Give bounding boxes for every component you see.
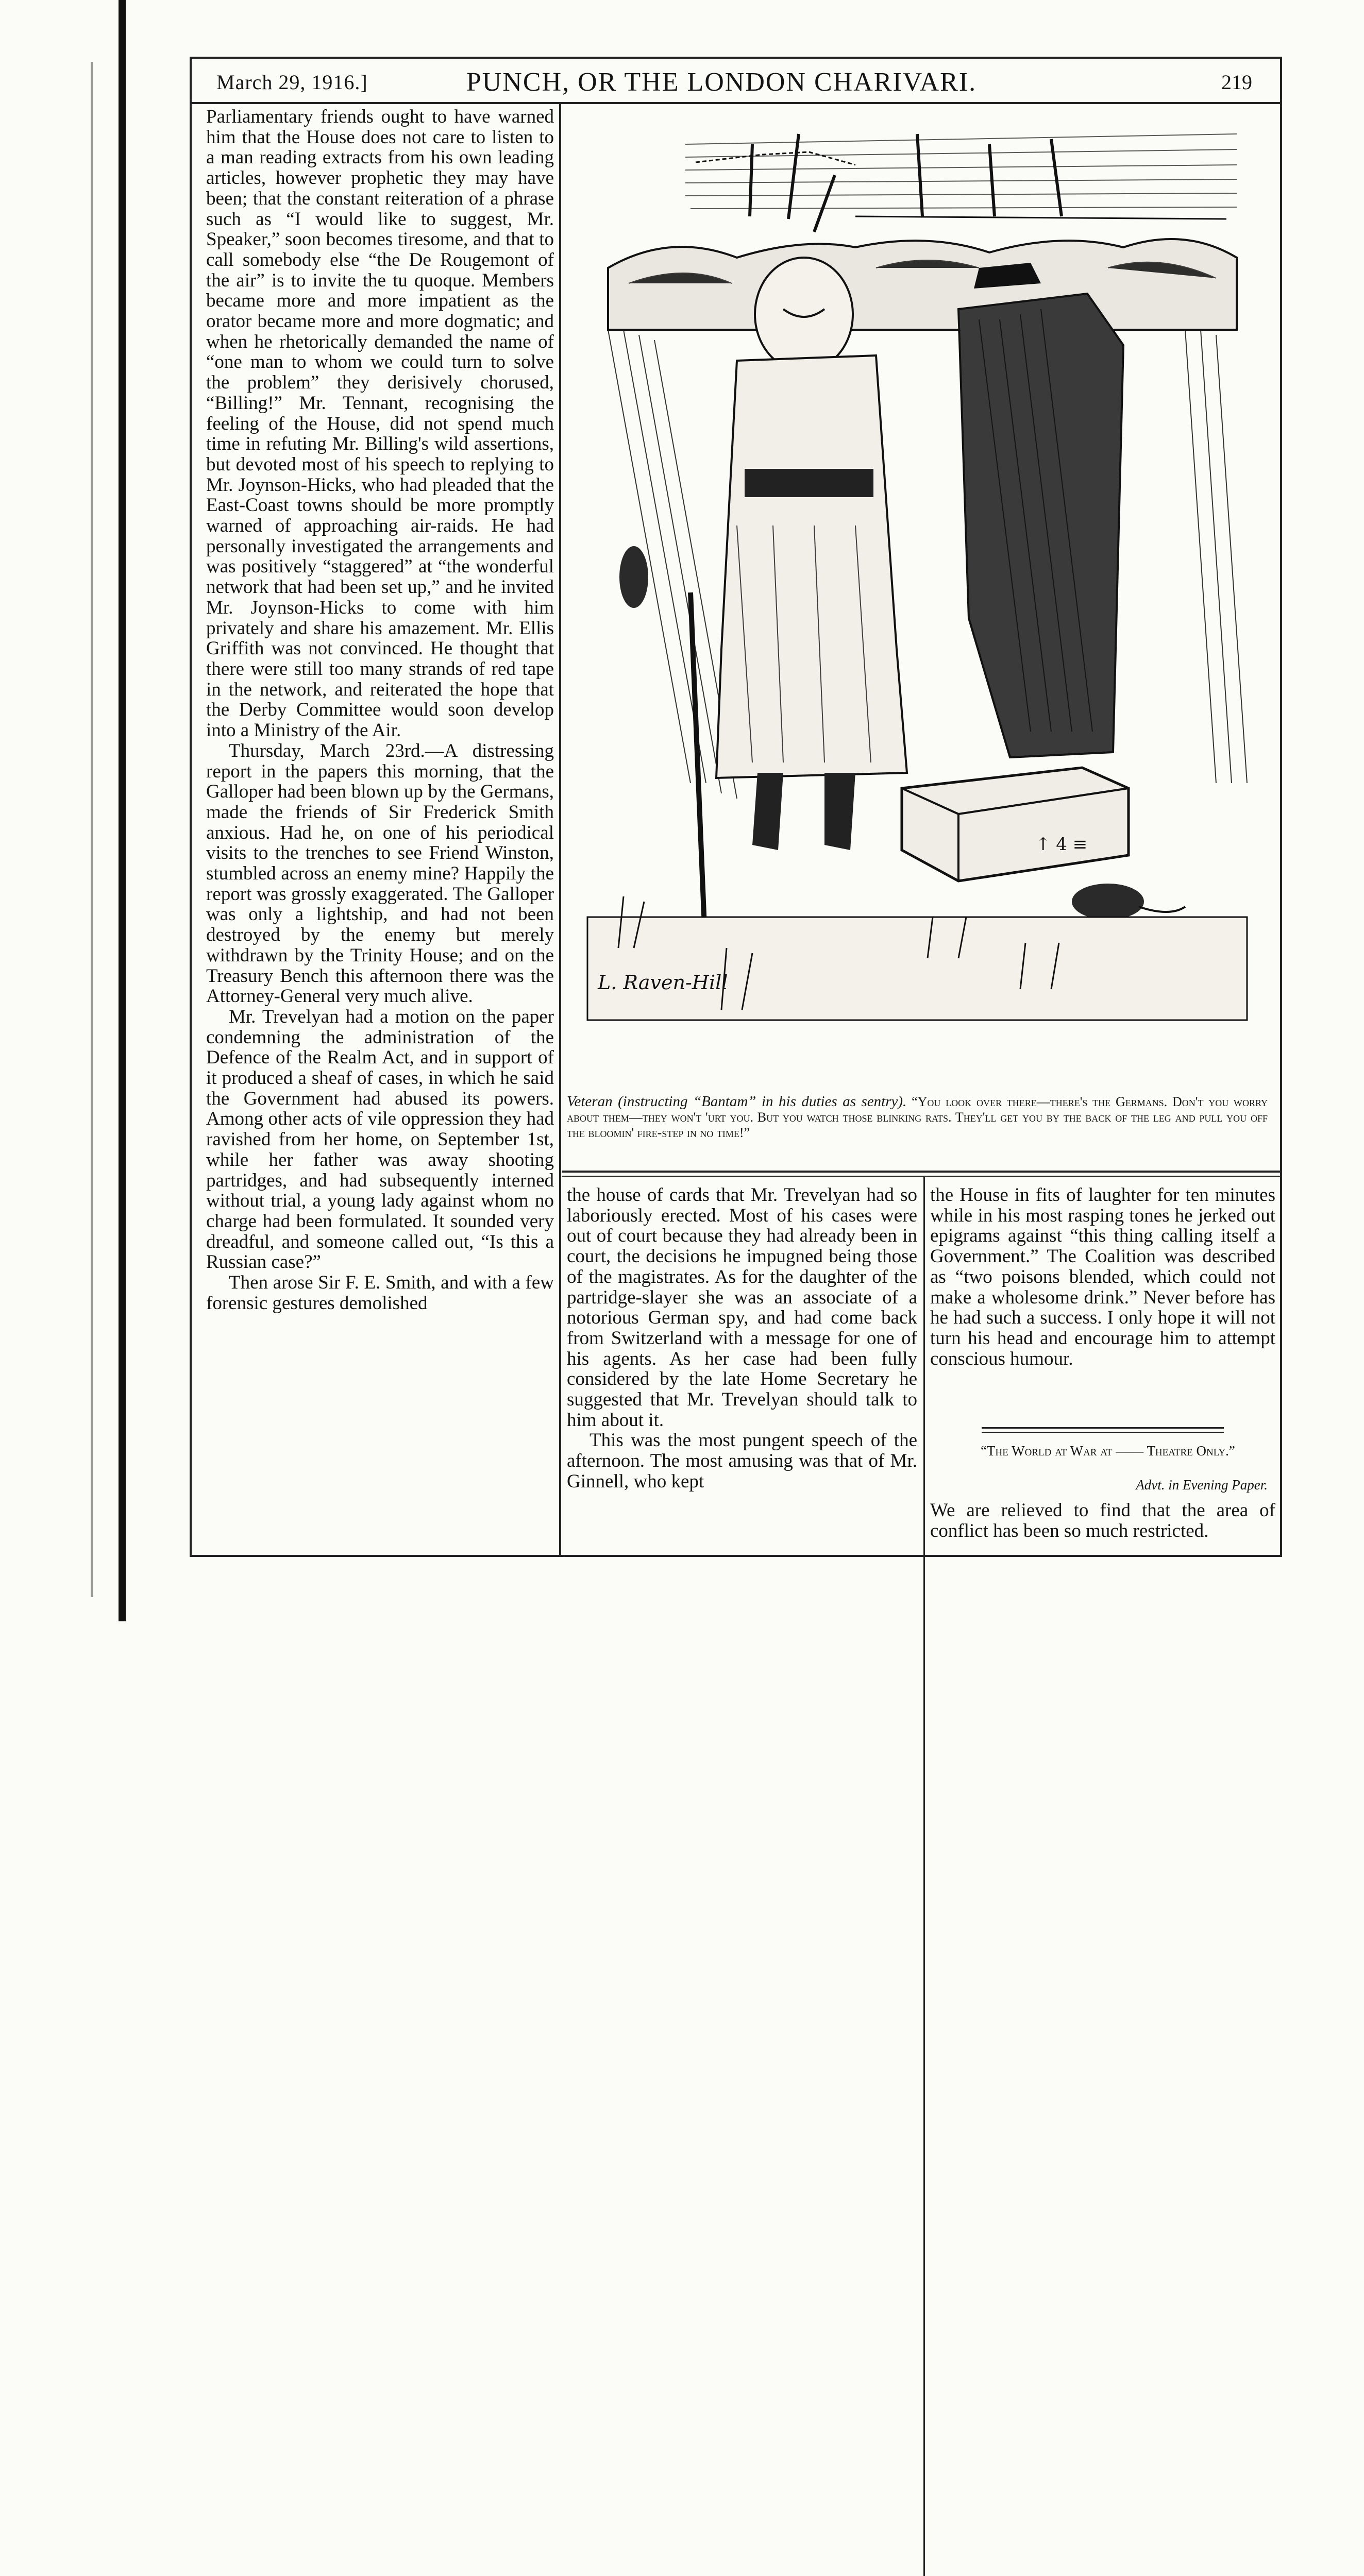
page-edge-shadow <box>91 62 93 1597</box>
book-binding-edge <box>119 0 126 1621</box>
caption-speech: “You look over there—there's the Germans. Don't you worry about them—they won't 'urt you. But you watch those blinking rats. They'll get you by the back of the leg and pull you off the bloomin' fire-step in no time!” <box>567 1094 1268 1140</box>
trench-wall-hatching <box>608 330 1247 799</box>
right-paragraph-2: We are relieved to find that the area of conflict has been so much restricted. <box>930 1500 1275 1541</box>
rifle <box>691 592 706 963</box>
sky-hatching <box>685 134 1237 209</box>
page-number: 219 <box>1221 71 1252 94</box>
ammunition-belt <box>745 469 873 497</box>
advert-quote: “The World at War at —— Theatre Only.” <box>981 1443 1235 1459</box>
cartoon-illustration <box>567 113 1268 1077</box>
officer-figure <box>958 263 1123 757</box>
right-closing-paragraph <box>930 1500 1275 1541</box>
crate-marking: ↑ 4 ≡ <box>1036 834 1088 855</box>
sandbag-parapet <box>608 239 1237 330</box>
section-separator-thin <box>982 1432 1224 1433</box>
left-paragraph-4: Then arose Sir F. E. Smith, and with a few forensic gestures demolished <box>206 1272 554 1314</box>
cartoon-caption <box>567 1094 1268 1141</box>
veteran-sentry-figure <box>716 258 907 850</box>
fire-step <box>587 917 1247 1020</box>
caption-rule <box>562 1171 1282 1173</box>
header-title: PUNCH, OR THE LONDON CHARIVARI. <box>466 67 977 97</box>
caption-rule-thin <box>562 1176 1282 1177</box>
left-paragraph-1: Parliamentary friends ought to have warned him that the House does not care to listen to a man reading extracts from his own leading articles, however prophetic they may have been; that the constant reiteration of a phrase such as “I would like to suggest, Mr. Speaker,” soon becomes tiresome, and that to call somebody else “the De Rougemont of the air” is to invite the tu quoque. Members became more and more impatient as the orator became more and more dogmatic; and when he rhetorically demanded the name of “one man to whom we could turn to solve the problem” they derisively chorused, “Billing!” Mr. Tennant, recognising the feeling of the House, did not spend much time in refuting Mr. Billing's wild assertions, but devoted most of his speech to replying to Mr. Joynson-Hicks, who had pleaded that the East-Coast towns should be more promptly warned of approaching air-raids. He had personally investigated the arrangements and was positively “staggered” at “the wonderful network that had been set up,” and he invited Mr. Joynson-Hicks to come with him privately and share his amazement. Mr. Ellis Griffith was not convinced. He thought that there were still too many strands of red tape in the network, and reiterated the hope that the Derby Committee would soon develop into a Ministry of the Air. <box>206 106 554 741</box>
header-date: March 29, 1916.] <box>216 71 368 94</box>
left-column-rule <box>559 103 561 1556</box>
advert-source: Advt. in Evening Paper. <box>1136 1477 1268 1493</box>
right-paragraph-1: the House in fits of laughter for ten minutes while in his most rasping tones he jerked out epigrams against “this thing calling itself a Government.” The Coalition was described as “two poisons blended, which could not make a wholesome drink.” Never before has he had such a success. I only hope it will not turn his head and encourage him to attempt conscious humour. <box>930 1184 1275 1369</box>
left-paragraph-2: Thursday, March 23rd.—A distressing report in the papers this morning, that the Galloper had been blown up by the Germans, made the friends of Sir Frederick Smith anxious. Had he, on one of his periodical visits to the trenches to see Friend Winston, stumbled across an enemy mine? Happily the report was grossly exaggerated. The Galloper was only a lightship, and had not been destroyed by the enemy but merely withdrawn by the Trinity House; and on the Treasury Bench this afternoon there was the Attorney-General very much alive. <box>206 740 554 1007</box>
middle-column-rule <box>923 1177 925 2576</box>
caption-lead: Veteran (instructing “Bantam” in his duties as sentry). <box>567 1093 907 1110</box>
middle-paragraph-2: This was the most pungent speech of the afternoon. The most amusing was that of Mr. Ginnell, who kept <box>567 1430 917 1492</box>
header-rule <box>190 102 1282 104</box>
left-paragraph-3: Mr. Trevelyan had a motion on the paper condemning the administration of the Defence of the Realm Act, and in support of it produced a sheaf of cases, in which he said the Government had abused its powers. Among other acts of vile oppression they had ravished from her home, on September 1st, while her father was away shooting partridges, and had subsequently interned without trial, a young lady against whom no charge had been formulated. It sounded very dreadful, and someone called out, “Is this a Russian case?” <box>206 1006 554 1273</box>
left-column <box>206 107 554 1313</box>
section-separator <box>982 1427 1224 1429</box>
ammunition-crate <box>902 768 1129 881</box>
right-column <box>930 1185 1275 1369</box>
middle-column <box>567 1185 917 1492</box>
barbed-wire <box>696 152 855 165</box>
middle-paragraph-1: the house of cards that Mr. Trevelyan had so laboriously erected. Most of his cases were out of court because they had already been in court, the decisions he impugned being those of the magistrates. As for the daughter of the partridge-slayer she was an associate of a notorious German spy, and had come back from Switzerland with a message for one of his agents. As her case had been fully considered by the late Home Secretary he suggested that Mr. Trevelyan should talk to him about it. <box>567 1184 917 1431</box>
artist-signature: L. Raven-Hill <box>598 971 728 994</box>
